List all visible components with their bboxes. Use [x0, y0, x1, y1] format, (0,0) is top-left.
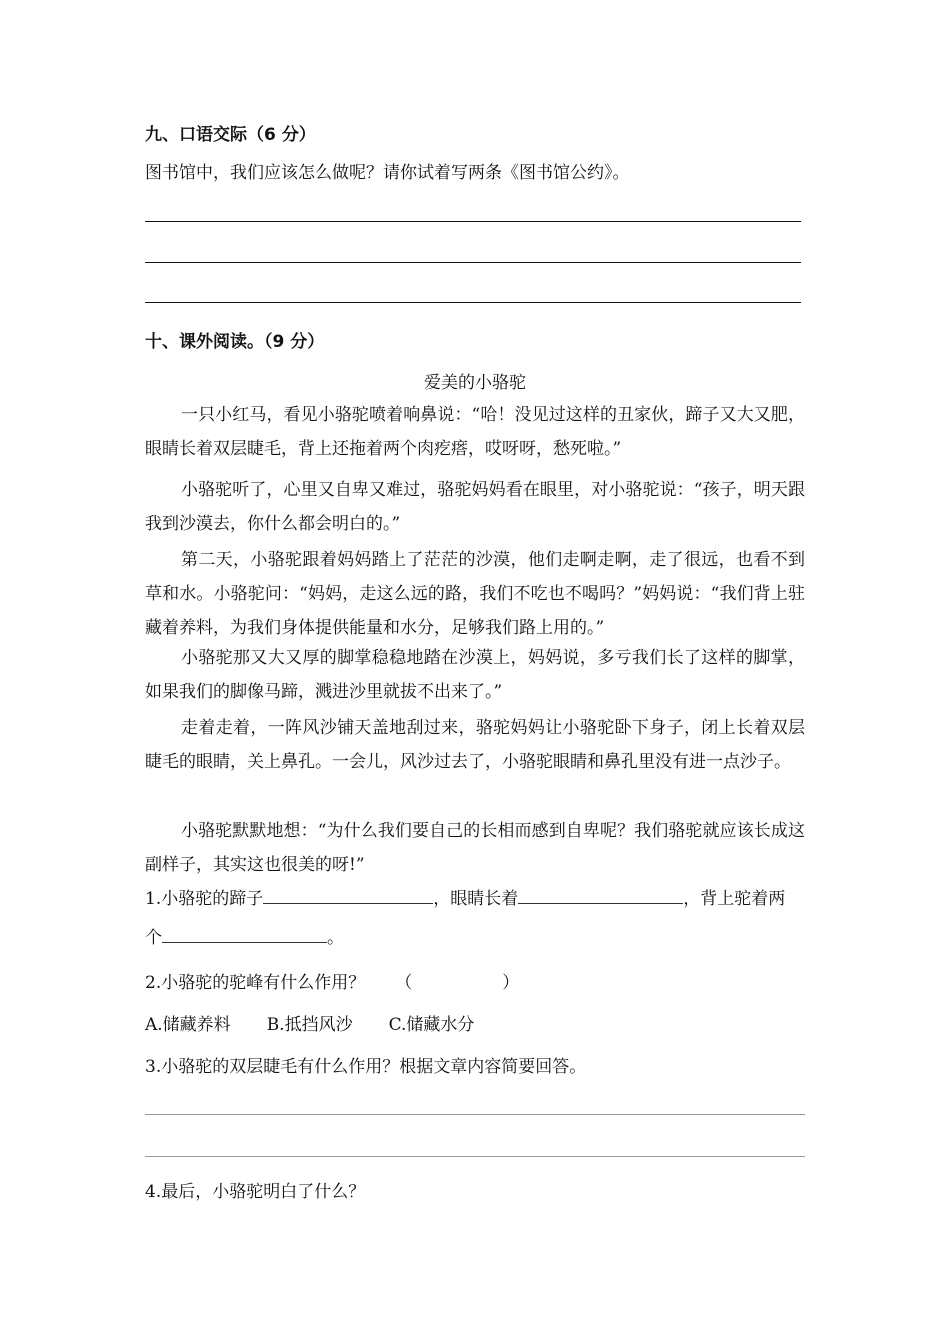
- story-paragraph-5: 走着走着，一阵风沙铺天盖地刮过来，骆驼妈妈让小骆驼卧下身子，闭上长着双层睫毛的眼睛，关上鼻孔。一会儿，风沙过去了，小骆驼眼睛和鼻孔里没有进一点沙子。: [145, 718, 805, 772]
- question-1-blank-3[interactable]: [162, 924, 327, 943]
- question-1-text-c: ，背上驼着两: [683, 889, 786, 909]
- question-2-paren-open: （: [395, 973, 413, 993]
- question-2-text: 2.小骆驼的驼峰有什么作用？: [145, 973, 366, 993]
- story-paragraph-3: 第二天，小骆驼跟着妈妈踏上了茫茫的沙漠，他们走啊走啊，走了很远，也看不到草和水。小骆驼问：“妈妈，走这么远的路，我们不吃也不喝吗？”妈妈说：“我们背上驻藏着养料，为我们身体提供能量和水分，足够我们路上用的。”: [145, 550, 805, 638]
- question-2-answer-slot[interactable]: [412, 970, 502, 988]
- answer-line-1[interactable]: [145, 221, 801, 222]
- question-1-text-a: 1.小骆驼的蹄子: [145, 889, 264, 909]
- question-3-text: 3.小骆驼的双层睫毛有什么作用？根据文章内容简要回答。: [145, 1057, 587, 1077]
- question-2-options: [145, 1008, 474, 1042]
- story-paragraph-4: 小骆驼那又大又厚的脚掌稳稳地踏在沙漠上，妈妈说，多亏我们长了这样的脚掌，如果我们的脚像马蹄，溅进沙里就拔不出来了。”: [145, 648, 805, 702]
- question-1-line-2: [145, 921, 344, 955]
- answer-line-3[interactable]: [145, 302, 801, 303]
- section-9-heading: 九、口语交际（6 分）: [145, 125, 316, 145]
- question-4-text: 4.最后，小骆驼明白了什么？: [145, 1182, 366, 1202]
- option-b[interactable]: B.抵挡风沙: [266, 1015, 353, 1035]
- question-1-text-e: 。: [327, 928, 344, 948]
- option-c[interactable]: C.储藏水分: [388, 1015, 475, 1035]
- story-paragraph-1: 一只小红马，看见小骆驼喷着响鼻说：“哈！没见过这样的丑家伙，蹄子又大又肥，眼睛长着双层睫毛，背上还拖着两个肉疙瘩，哎呀呀，愁死啦。”: [145, 405, 805, 459]
- question-1-blank-1[interactable]: [263, 885, 433, 904]
- story-paragraph-6: 小骆驼默默地想：“为什么我们要自己的长相而感到自卑呢？我们骆驼就应该长成这副样子，其实这也很美的呀!”: [145, 821, 805, 875]
- question-1-line-1: [145, 882, 785, 916]
- question-2-paren-close: ）: [502, 973, 520, 993]
- question-2: [145, 966, 519, 1000]
- question-1-text-b: ，眼睛长着: [433, 889, 519, 909]
- option-a[interactable]: A.储藏养料: [145, 1015, 231, 1035]
- question-3-answer-line-2[interactable]: [145, 1156, 805, 1157]
- section-10-heading: 十、课外阅读。（9 分）: [145, 332, 325, 352]
- story-title: 爱美的小骆驼: [424, 373, 526, 393]
- story-paragraph-2: 小骆驼听了，心里又自卑又难过，骆驼妈妈看在眼里，对小骆驼说：“孩子，明天跟我到沙漠去，你什么都会明白的。”: [145, 480, 805, 534]
- question-1-blank-2[interactable]: [518, 885, 683, 904]
- section-9-prompt: 图书馆中，我们应该怎么做呢？请你试着写两条《图书馆公约》。: [145, 163, 630, 183]
- question-3-answer-line-1[interactable]: [145, 1114, 805, 1115]
- answer-line-2[interactable]: [145, 262, 801, 263]
- question-1-text-d: 个: [145, 928, 162, 948]
